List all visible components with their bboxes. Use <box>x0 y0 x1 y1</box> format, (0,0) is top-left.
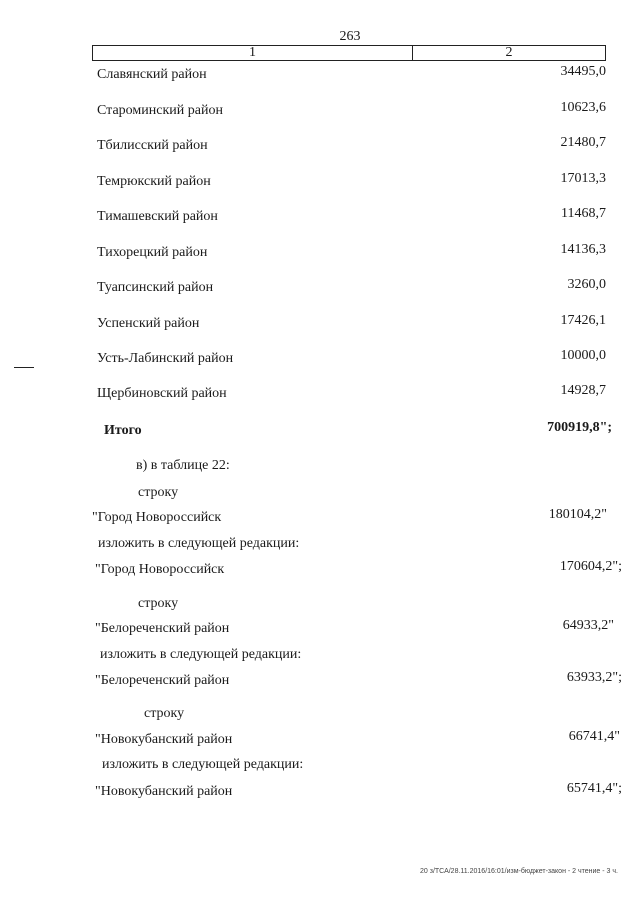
table-row <box>0 348 640 371</box>
table-row <box>0 313 640 336</box>
amendment-line-word: строку <box>138 485 179 500</box>
amendment-instruction: изложить в следующей редакции: <box>98 536 300 551</box>
page-number: 263 <box>339 29 361 44</box>
district-value: 17426,1 <box>560 313 606 328</box>
amendment-old-row <box>0 507 640 530</box>
amendment-old-name: "Город Новороссийск <box>92 510 222 525</box>
amendment-new-row <box>0 781 640 804</box>
district-name: Тихорецкий район <box>97 245 208 260</box>
district-value: 17013,3 <box>560 171 606 186</box>
table22-intro: в) в таблице 22: <box>136 458 230 473</box>
amendment-new-name: "Город Новороссийск <box>95 562 225 577</box>
amendment-new-value: 65741,4"; <box>566 781 622 796</box>
amendment-instruction: изложить в следующей редакции: <box>102 757 304 772</box>
total-label: Итого <box>104 423 142 438</box>
amendment-old-value: 180104,2" <box>548 507 607 522</box>
header-col-2: 2 <box>505 45 513 60</box>
district-name: Славянский район <box>97 67 207 82</box>
amendment-new-row <box>0 670 640 693</box>
district-name: Щербиновский район <box>97 386 227 401</box>
table-row <box>0 206 640 229</box>
table-row <box>0 64 640 87</box>
amendment-line-word: строку <box>138 596 179 611</box>
amendment-line-word: строку <box>144 706 185 721</box>
district-value: 3260,0 <box>567 277 606 292</box>
amendment-old-value: 64933,2" <box>562 618 614 633</box>
district-name: Успенский район <box>97 316 200 331</box>
amendment-old-row <box>0 729 640 752</box>
district-value: 34495,0 <box>560 64 606 79</box>
table-row <box>0 383 640 406</box>
table-row <box>0 135 640 158</box>
district-value: 14136,3 <box>560 242 606 257</box>
district-name: Староминский район <box>97 103 223 118</box>
total-row <box>0 420 640 443</box>
district-value: 10000,0 <box>560 348 606 363</box>
footer-code: 20 з/ТСА/28.11.2016/16:01/изм-бюджет-закон - 2 чтение - 3 ч. <box>420 868 618 875</box>
district-value: 14928,7 <box>560 383 606 398</box>
table-row <box>0 277 640 300</box>
district-value: 21480,7 <box>560 135 606 150</box>
district-name: Тимашевский район <box>97 209 218 224</box>
table-row <box>0 100 640 123</box>
district-name: Темрюкский район <box>97 174 211 189</box>
amendment-new-row <box>0 559 640 582</box>
amendment-new-name: "Новокубанский район <box>95 784 233 799</box>
table-header <box>92 45 606 61</box>
amendment-old-name: "Белореченский район <box>95 621 230 636</box>
amendment-old-value: 66741,4" <box>568 729 620 744</box>
table-row <box>0 242 640 265</box>
amendment-new-name: "Белореченский район <box>95 673 230 688</box>
district-value: 11468,7 <box>561 206 606 221</box>
district-name: Тбилисский район <box>97 138 208 153</box>
district-value: 10623,6 <box>560 100 606 115</box>
total-value: 700919,8"; <box>547 420 612 435</box>
table-row <box>0 171 640 194</box>
amendment-new-value: 63933,2"; <box>566 670 622 685</box>
amendment-old-row <box>0 618 640 641</box>
amendment-new-value: 170604,2"; <box>559 559 622 574</box>
amendment-instruction: изложить в следующей редакции: <box>100 647 302 662</box>
district-name: Усть-Лабинский район <box>97 351 234 366</box>
amendment-old-name: "Новокубанский район <box>95 732 233 747</box>
district-name: Туапсинский район <box>97 280 214 295</box>
header-col-1: 1 <box>93 46 413 60</box>
